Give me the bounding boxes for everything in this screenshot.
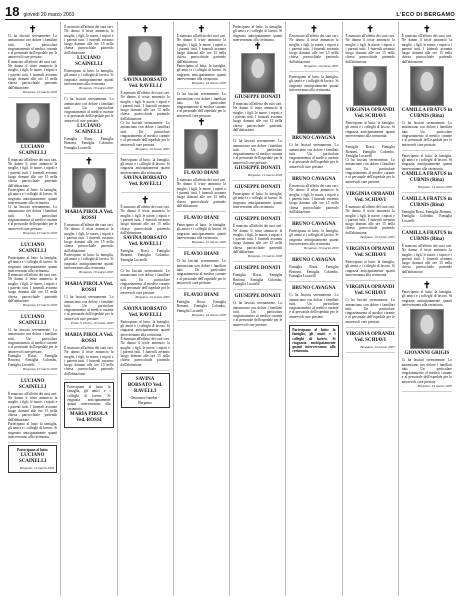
notice-text: Famiglia Rossi, Famiglia Bonomi, Famiglia Colombo, Famiglia Locatelli bbox=[345, 145, 395, 158]
obituary-notice bbox=[402, 278, 452, 392]
notice-text: È mancato all'affetto dei suoi cari. Ne danno il triste annuncio la moglie, i figli, le nuore, i nipoti e i parenti tutti. I funerali avranno luogo domani alle ore 15 nella chiesa parrocchiale partendo dall'abitazione. bbox=[345, 34, 395, 64]
obituary-notice bbox=[233, 22, 282, 136]
deceased-name: GIUSEPPE DONATI bbox=[234, 166, 281, 172]
obituary-notice bbox=[177, 248, 226, 289]
notice-place-date: Bergamo, 19 marzo 2003 bbox=[360, 344, 395, 349]
notice-place-date: Bergamo, 19 marzo 2003 bbox=[135, 294, 170, 299]
notice-text: Ci ha lasciati serenamente. Lo annunciano con dolore i familiari tutti. Un particolare ringraziamento al medico curante e al personale dell'ospedale per le amorevoli cure prestate. bbox=[401, 121, 452, 147]
notice-text: Famiglia Rossi, Famiglia Bonomi, Famiglia Colombo, Famiglia Locatelli bbox=[120, 249, 170, 262]
cross-icon: ✝ bbox=[197, 117, 206, 128]
notice-text: Partecipano al lutto: la famiglia, gli amici e i colleghi di lavoro. Si ringrazia anticipatamente quanti interverranno alla cerimonia. bbox=[289, 229, 339, 247]
notice-text: Famiglia Rossi, Famiglia Bonomi, Famiglia Colombo, Famiglia Locatelli bbox=[401, 210, 452, 223]
notice-text: È mancato all'affetto dei suoi cari. Ne danno il triste annuncio la moglie, i figli, le nuore, i nipoti e i parenti tutti. I funerali avranno luogo domani alle ore 15 nella chiesa parrocchiale partendo dall'abitazione. bbox=[64, 222, 114, 253]
deceased-name: LUCIANO SCAINELLI bbox=[18, 315, 47, 327]
notice-text: È mancato all'affetto dei suoi cari. Ne danno il triste annuncio la moglie, i figli, le nuore, i nipoti e i parenti tutti. I funerali avranno luogo domani alle ore 15 nella chiesa parrocchiale partendo dall'abitazione. bbox=[176, 178, 226, 208]
notice-text: È mancato all'affetto dei suoi cari. Ne danno il triste annuncio la moglie, i figli, le nuore, i nipoti e i parenti tutti. I funerali avranno luogo domani alle ore 15 nella chiesa parrocchiale partendo dall'abitazione. bbox=[120, 205, 170, 235]
notice-text: Partecipano al lutto: la famiglia, gli amici e i colleghi di lavoro. Si ringrazia anticipatamente quanti interverranno alla cerimonia. bbox=[67, 385, 111, 411]
notice-place-date: Bergamo, 19 marzo 2003 bbox=[304, 64, 339, 69]
notice-text: Partecipano al lutto: la famiglia, gli amici e i colleghi di lavoro. Si ringrazia anticipatamente quanti interverranno alla cerimonia. bbox=[120, 157, 170, 175]
notice-text: Partecipano al lutto: la famiglia, gli amici e i colleghi di lavoro. Si ringrazia anticipatamente quanti interverranno alla cerimonia. bbox=[176, 64, 226, 81]
deceased-photo bbox=[16, 103, 50, 143]
notice-text: Ci ha lasciati serenamente. Lo annunciano con dolore i familiari tutti. Un particolare ringraziamento al medico curante e al personale dell'ospedale per le amorevoli cure prestate. bbox=[289, 293, 339, 319]
newspaper-title: L'ECO DI BERGAMO bbox=[396, 12, 455, 18]
obituary-notice bbox=[121, 193, 170, 266]
notice-place-date: Bergamo, 19 marzo 2003 bbox=[247, 254, 283, 259]
notice-text: Partecipano al lutto: la famiglia, gli amici e i colleghi di lavoro. Si ringrazia anticipatamente quanti interverranno alla cerimonia. bbox=[345, 121, 395, 138]
obituary-notice bbox=[289, 218, 338, 254]
obituary-notice bbox=[233, 262, 282, 290]
notice-text: È mancato all'affetto dei suoi cari. Ne danno il triste annuncio la moglie, i figli, le nuore, i nipoti e i parenti tutti. I funerali avranno luogo domani alle ore 15 nella chiesa parrocchiale partendo dall'abitazione. bbox=[120, 336, 170, 367]
deceased-photo bbox=[297, 94, 331, 134]
deceased-name: BRUNO CAVAGNA bbox=[292, 222, 336, 228]
obituary-notice bbox=[289, 22, 338, 72]
deceased-name: VIRGINIA OPRANDI Ved. SCHIAVI bbox=[345, 331, 395, 343]
notice-text: Partecipano al lutto: la famiglia, gli amici e i colleghi di lavoro. Si ringrazia anticipatamente quanti interverranno alla cerimonia. bbox=[401, 153, 452, 171]
notice-text: È mancato all'affetto dei suoi cari. Ne danno il triste annuncio la moglie, i figli, le nuore, i nipoti e i parenti tutti. I funerali avranno luogo domani alle ore 15 nella chiesa parrocchiale partendo dall'abitazione. bbox=[233, 224, 283, 255]
deceased-name: SAVINA BORSATO Ved. RAVELLI bbox=[123, 306, 167, 318]
notice-text: È mancato all'affetto dei suoi cari. Ne danno il triste annuncio la moglie, i figli, le nuore, i nipoti e i parenti tutti. I funerali avranno luogo domani alle ore 15 nella chiesa parrocchiale partendo dall'abitazione. bbox=[289, 184, 339, 214]
deceased-name: SAVINA BORSATO Ved. RAVELLI bbox=[123, 176, 167, 188]
notice-place-date: Bergamo, 19 marzo 2003 bbox=[304, 246, 339, 251]
deceased-name: LUCIANO SCAINELLI bbox=[18, 242, 47, 254]
obituary-columns bbox=[5, 22, 455, 596]
deceased-name: LUCIANO SCAINELLI bbox=[18, 378, 47, 390]
column-6 bbox=[286, 22, 342, 596]
obituary-notice bbox=[289, 72, 338, 173]
deceased-name: VIRGINIA OPRANDI Ved. SCHIAVI bbox=[345, 247, 395, 259]
notice-text: Ci ha lasciati serenamente. Lo annunciano con dolore i familiari tutti. Un particolare ringraziamento al medico curante e al personale dell'ospedale per le amorevoli cure prestate. bbox=[345, 158, 395, 184]
notice-text: Partecipano al lutto: la famiglia, gli amici e i colleghi di lavoro. Si ringrazia anticipatamente quanti interverranno alla cerimonia. bbox=[401, 290, 452, 307]
obituary-notice bbox=[64, 154, 113, 278]
boxed-notice bbox=[289, 325, 338, 357]
notice-place-date: Bergamo, 19 marzo 2003 bbox=[22, 230, 58, 235]
boxed-notice bbox=[8, 445, 57, 473]
notice-text: Partecipano al lutto: la famiglia, gli amici e i colleghi di lavoro. Si ringrazia anticipatamente quanti interverranno alla cerimonia. bbox=[8, 421, 58, 439]
deceased-photo bbox=[184, 129, 218, 169]
deceased-name: SAVINA BORSATO Ved. RAVELLI bbox=[123, 78, 167, 89]
notice-place-date: Bergamo, 19 marzo 2003 bbox=[417, 185, 452, 190]
obituary-notice bbox=[402, 22, 452, 151]
deceased-photo bbox=[128, 36, 162, 76]
notice-place-date: Bergamo, 19 marzo 2003 bbox=[79, 86, 114, 91]
notice-text: È mancato all'affetto dei suoi cari. Ne danno il triste annuncio la moglie, i figli, le nuore, i nipoti e i parenti tutti. I funerali avranno luogo domani alle ore 15 nella chiesa parrocchiale partendo dall'abitazione. bbox=[8, 391, 58, 422]
deceased-name: VIRGINIA OPRANDI Ved. SCHIAVI bbox=[345, 108, 395, 120]
deceased-name: CAMILLA FRATUS in CURNIS (Rina) bbox=[401, 230, 452, 242]
notice-text: Ci ha lasciati serenamente. Lo annunciano con dolore i familiari tutti. Un particolare ringraziamento al medico curante e al personale dell'ospedale per le amorevoli cure prestate. bbox=[8, 328, 58, 354]
notice-text: Partecipano al lutto: la famiglia, gli amici e i colleghi di lavoro. Si ringrazia anticipatamente quanti interverranno alla cerimonia. bbox=[176, 223, 226, 241]
obituary-notice bbox=[402, 227, 452, 278]
deceased-name: LUCIANO SCAINELLI bbox=[18, 453, 47, 465]
deceased-name: FLAVIO DIANI bbox=[183, 252, 219, 258]
obituary-notice bbox=[289, 173, 338, 218]
notice-place-date: Bergamo, 19 marzo 2003 bbox=[191, 240, 226, 245]
obituary-notice bbox=[346, 142, 395, 188]
obituary-notice bbox=[289, 254, 338, 282]
deceased-name: FLAVIO DIANI bbox=[183, 216, 219, 222]
obituary-notice bbox=[121, 155, 170, 193]
column-3 bbox=[118, 22, 174, 596]
obituary-notice bbox=[346, 243, 395, 281]
deceased-name: MARIA PIROLA Ved. ROSSI bbox=[69, 411, 108, 423]
obituary-notice bbox=[64, 94, 113, 154]
notice-text: È mancato all'affetto dei suoi cari. Ne danno il triste annuncio la moglie, i figli, le nuore, i nipoti e i parenti tutti. I funerali avranno luogo domani alle ore 15 nella chiesa parrocchiale partendo dall'abitazione. bbox=[64, 25, 114, 55]
deceased-name: GIUSEPPE DONATI bbox=[234, 266, 281, 272]
obituary-notice bbox=[121, 266, 170, 303]
cross-icon: ✝ bbox=[423, 24, 431, 34]
obituary-notice bbox=[121, 303, 170, 371]
cross-icon: ✝ bbox=[141, 195, 149, 206]
notice-text: Ci ha lasciati serenamente. Lo annunciano con dolore i familiari tutti. Un particolare ringraziamento al medico curante e al personale dell'ospedale per le amorevoli cure prestate. bbox=[176, 259, 226, 285]
obituary-notice bbox=[121, 22, 170, 155]
notice-text: È mancato all'affetto dei suoi cari. Ne danno il triste annuncio la moglie, i figli, le nuore, i nipoti e i parenti tutti. I funerali avranno luogo domani alle ore 15 nella chiesa parrocchiale partendo dall'abitazione. bbox=[120, 91, 170, 121]
deceased-name: MARIA PIROLA Ved. ROSSI bbox=[64, 282, 113, 294]
notice-text: Partecipano al lutto: la famiglia, gli amici e i colleghi di lavoro. Si ringrazia anticipatamente quanti interverranno alla cerimonia. bbox=[8, 255, 58, 273]
obituary-notice bbox=[64, 22, 113, 94]
obituary-notice bbox=[233, 136, 282, 181]
notice-place-date: Bergamo, 19 marzo 2003 bbox=[19, 466, 55, 471]
notice-place-date: Bergamo, 19 marzo 2003 bbox=[22, 303, 58, 308]
obituary-notice bbox=[177, 212, 226, 248]
deceased-name: FLAVIO DIANI bbox=[183, 293, 219, 299]
notice-text: È mancato all'affetto dei suoi cari. Ne danno il triste annuncio la moglie, i figli, le nuore, i nipoti e i parenti tutti. I funerali avranno luogo domani alle ore 15 nella chiesa parrocchiale partendo dall'abitazione. bbox=[401, 34, 452, 64]
obituary-notice bbox=[402, 193, 452, 227]
obituary-notice bbox=[346, 281, 395, 328]
notice-text: Famiglia Rossi, Famiglia Bonomi, Famiglia Colombo, Famiglia Locatelli bbox=[289, 265, 339, 278]
deceased-photo bbox=[241, 53, 275, 93]
cross-icon: ✝ bbox=[197, 24, 206, 34]
boxed-notice bbox=[64, 382, 113, 428]
deceased-name: GIUSEPPE DONATI bbox=[234, 95, 281, 101]
deceased-name: FLAVIO DIANI bbox=[183, 171, 219, 177]
notice-text: Ci ha lasciati serenamente. Lo annunciano con dolore i familiari tutti. Un particolare ringraziamento al medico curante e al personale dell'ospedale per le amorevoli cure prestate. bbox=[64, 295, 114, 321]
boxed-notice bbox=[121, 373, 170, 408]
notice-place-date: Bergamo, 19 marzo 2003 bbox=[360, 235, 395, 240]
deceased-photo bbox=[410, 66, 444, 106]
obituary-notice bbox=[289, 282, 338, 323]
notice-text: Ci ha lasciati serenamente. Lo annunciano con dolore i familiari tutti. Un particolare ringraziamento al medico curante e al personale dell'ospedale per le amorevoli cure prestate. bbox=[8, 34, 58, 60]
deceased-photo bbox=[353, 66, 387, 106]
deceased-name: SAVINA BORSATO Ved. RAVELLI bbox=[127, 377, 163, 395]
notice-text: È mancato all'affetto dei suoi cari. Ne danno il triste annuncio la moglie, i figli, le nuore, i nipoti e i parenti tutti. I funerali avranno luogo domani alle ore 15 nella chiesa parrocchiale partendo dall'abitazione. bbox=[289, 34, 339, 64]
deceased-name: MARIA PIROLA Ved. ROSSI bbox=[64, 209, 113, 221]
deceased-name: BRUNO CAVAGNA bbox=[292, 286, 336, 292]
notice-place-date: Bergamo, 19 marzo 2003 bbox=[22, 366, 58, 371]
cross-icon: ✝ bbox=[423, 280, 431, 291]
notice-text: Partecipano al lutto: la famiglia, gli amici e i colleghi di lavoro. Si ringrazia anticipatamente quanti interverranno alla cerimonia. bbox=[8, 187, 58, 205]
column-2 bbox=[61, 22, 117, 596]
obituary-notice bbox=[8, 239, 57, 311]
deceased-name: VIRGINIA OPRANDI Ved. SCHIAVI bbox=[345, 191, 395, 203]
cross-icon: ✝ bbox=[253, 41, 262, 52]
notice-text: È mancato all'affetto dei suoi cari. Ne danno il triste annuncio la moglie, i figli, le nuore, i nipoti e i parenti tutti. I funerali avranno luogo domani alle ore 15 nella chiesa parrocchiale partendo dall'abitazione. bbox=[8, 59, 58, 90]
deceased-name: CAMILLA FRATUS in CURNIS (Rina) bbox=[401, 108, 452, 120]
obituary-notice bbox=[233, 213, 282, 262]
obituary-notice bbox=[64, 329, 113, 380]
obituary-notice bbox=[233, 181, 282, 213]
notice-text: Ci ha lasciati serenamente. Lo annunciano con dolore i familiari tutti. Un particolare ringraziamento al medico curante e al personale dell'ospedale per le amorevoli cure prestate. bbox=[233, 301, 283, 327]
notice-text: Famiglia Rossi, Famiglia Bonomi, Famiglia Colombo, Famiglia Locatelli bbox=[64, 137, 114, 150]
notice-text: Partecipano al lutto: bbox=[16, 448, 49, 453]
notice-text: Partecipano al lutto: la famiglia, gli amici e i colleghi di lavoro. Si ringrazia anticipatamente quanti interverranno alla cerimonia. bbox=[233, 192, 283, 209]
column-1 bbox=[5, 22, 61, 596]
deceased-name: LUCIANO SCAINELLI bbox=[75, 56, 103, 68]
obituary-notice bbox=[8, 311, 57, 375]
cross-icon: ✝ bbox=[28, 24, 37, 34]
obituary-notice bbox=[346, 22, 395, 142]
obituary-notice bbox=[402, 151, 452, 193]
deceased-name: BRUNO CAVAGNA bbox=[292, 258, 336, 264]
column-4 bbox=[174, 22, 230, 596]
cross-icon: ✝ bbox=[310, 24, 318, 34]
deceased-name: BRUNO CAVAGNA bbox=[292, 177, 336, 183]
column-7 bbox=[343, 22, 399, 596]
deceased-name: BRUNO CAVAGNA bbox=[292, 136, 336, 142]
notice-text: Ci ha lasciati serenamente. Lo annunciano con dolore i familiari tutti. Un particolare ringraziamento al medico curante e al personale dell'ospedale per le amorevoli cure prestate. bbox=[120, 121, 170, 147]
deceased-photo bbox=[72, 168, 106, 208]
notice-text: Famiglia Rossi, Famiglia Bonomi, Famiglia Colombo, Famiglia Locatelli bbox=[176, 300, 226, 313]
cross-icon: ✝ bbox=[85, 155, 93, 166]
notice-text: È mancato all'affetto dei suoi cari. Ne danno il triste annuncio la moglie, i figli, le nuore, i nipoti e i parenti tutti. I funerali avranno luogo domani alle ore 15 nella chiesa parrocchiale partendo dall'abitazione. bbox=[8, 273, 58, 303]
notice-text: È mancato all'affetto dei suoi cari. Ne danno il triste annuncio la moglie, i figli, le nuore, i nipoti e i parenti tutti. I funerali avranno luogo domani alle ore 15 nella chiesa parrocchiale partendo dall'abitazione. bbox=[401, 243, 452, 274]
notice-text: Ci ha lasciati serenamente. Lo annunciano con dolore i familiari tutti. Un particolare ringraziamento al medico curante e al personale dell'ospedale per le amorevoli cure prestate. bbox=[64, 97, 114, 123]
notice-text: È mancato all'affetto dei suoi cari. Ne danno il triste annuncio la moglie, i figli, le nuore, i nipoti e i parenti tutti. I funerali avranno luogo domani alle ore 15 nella chiesa parrocchiale partendo dall'abitazione. bbox=[176, 34, 226, 64]
notice-text: Partecipano al lutto: la famiglia, gli amici e i colleghi di lavoro. Si ringrazia anticipatamente quanti interverranno alla cerimonia. bbox=[64, 253, 114, 270]
cross-icon: ✝ bbox=[141, 24, 149, 34]
deceased-name: CAMILLA FRATUS in CURNIS (Rina) bbox=[401, 172, 452, 184]
notice-text: Partecipano al lutto: la famiglia, gli amici e i colleghi di lavoro. Si ringrazia anticipatamente quanti interverranno alla cerimonia. bbox=[289, 75, 339, 92]
notice-text: Ci ha lasciati serenamente. Lo annunciano con dolore i familiari tutti. Un particolare ringraziamento al medico curante e al personale dell'ospedale per le amorevoli cure prestate. bbox=[8, 205, 58, 231]
cross-icon: ✝ bbox=[366, 24, 374, 34]
notice-place-date: Bergamo, 19 marzo 2003 bbox=[191, 81, 226, 86]
deceased-name: CAMILLA FRATUS in CURNIS (Rina) bbox=[401, 197, 452, 209]
notice-text: Ci ha lasciati serenamente. Lo annunciano con dolore i familiari tutti. Un particolare ringraziamento al medico curante e al personale dell'ospedale per le amorevoli cure prestate. bbox=[345, 298, 395, 324]
deceased-name: GIOVANNI GRIGIS bbox=[404, 351, 450, 357]
obituary-notice bbox=[8, 98, 57, 239]
obituary-notice bbox=[8, 375, 57, 443]
notice-place-date: Bergamo, 19 marzo 2003 bbox=[135, 146, 170, 151]
deceased-name: LUCIANO SCAINELLI bbox=[75, 124, 103, 136]
notice-place-date: Ponte S. Pietro, 19 marzo 2003 bbox=[70, 320, 114, 325]
notice-text: Partecipano al lutto: la famiglia, gli amici e i colleghi di lavoro. Si ringrazia anticipatamente quanti interverranno alla cerimonia. bbox=[292, 327, 336, 354]
obituary-notice bbox=[346, 328, 395, 353]
deceased-name: GIUSEPPE DONATI bbox=[234, 185, 281, 191]
notice-text: Famiglia Rossi, Famiglia Bonomi, Famiglia Colombo, Famiglia Locatelli bbox=[8, 353, 58, 367]
notice-text: È mancato all'affetto dei suoi cari. Ne danno il triste annuncio la moglie, i figli, le nuore, i nipoti e i parenti tutti. I funerali avranno luogo domani alle ore 15 nella chiesa parrocchiale partendo dall'abitazione. bbox=[345, 204, 395, 235]
notice-text: Partecipano al lutto: la famiglia, gli amici e i colleghi di lavoro. Si ringrazia anticipatamente quanti interverranno alla cerimonia. bbox=[233, 25, 283, 42]
notice-place-date: Bergamo, 19 marzo 2003 bbox=[22, 89, 58, 94]
notice-text: Partecipano al lutto: la famiglia, gli amici e i colleghi di lavoro. Si ringrazia anticipatamente quanti interverranno alla cerimonia. bbox=[64, 69, 114, 86]
obituary-notice bbox=[8, 22, 57, 98]
page-date: giovedì 20 marzo 2003 bbox=[23, 12, 75, 18]
funeral-home: Onoranze funebri - Bergamo bbox=[130, 396, 160, 405]
page-number: 18 bbox=[5, 4, 20, 19]
column-5 bbox=[230, 22, 286, 596]
notice-text: Ci ha lasciati serenamente. Lo annunciano con dolore i familiari tutti. Un particolare ringraziamento al medico curante e al personale dell'ospedale per le amorevoli cure prestate. bbox=[176, 92, 226, 118]
obituary-notice bbox=[177, 22, 226, 89]
deceased-photo bbox=[410, 309, 444, 349]
notice-text: Ci ha lasciati serenamente. Lo annunciano con dolore i familiari tutti. Un particolare ringraziamento al medico curante e al personale dell'ospedale per le amorevoli cure prestate. bbox=[233, 139, 283, 165]
notice-place-date: Bergamo, 19 marzo 2003 bbox=[247, 173, 283, 178]
notice-text: È mancato all'affetto dei suoi cari. Ne danno il triste annuncio la moglie, i figli, le nuore, i nipoti e i parenti tutti. I funerali avranno luogo domani alle ore 15 nella chiesa parrocchiale partendo dall'abitazione. bbox=[8, 157, 58, 188]
notice-text: Ci ha lasciati serenamente. Lo annunciano con dolore i familiari tutti. Un particolare ringraziamento al medico curante e al personale dell'ospedale per le amorevoli cure prestate. bbox=[289, 143, 339, 169]
notice-text: Ci ha lasciati serenamente. Lo annunciano con dolore i familiari tutti. Un particolare ringraziamento al medico curante e al personale dell'ospedale per le amorevoli cure prestate. bbox=[401, 358, 452, 384]
obituary-notice bbox=[346, 188, 395, 243]
notice-text: È mancato all'affetto dei suoi cari. Ne danno il triste annuncio la moglie, i figli, le nuore, i nipoti e i parenti tutti. I funerali avranno luogo domani alle ore 15 nella chiesa parrocchiale partendo dall'abitazione. bbox=[233, 102, 283, 132]
notice-text: Ci ha lasciati serenamente. Lo annunciano con dolore i familiari tutti. Un particolare ringraziamento al medico curante e al personale dell'ospedale per le amorevoli cure prestate. bbox=[120, 269, 170, 295]
deceased-name: GIUSEPPE DONATI bbox=[234, 294, 281, 300]
deceased-name: VIRGINIA OPRANDI Ved. SCHIAVI bbox=[345, 285, 395, 297]
notice-text: Famiglia Rossi, Famiglia Bonomi, Famiglia Colombo, Famiglia Locatelli bbox=[233, 273, 283, 286]
notice-place-date: Bergamo, 19 marzo 2003 bbox=[79, 270, 114, 275]
notice-text: Partecipano al lutto: la famiglia, gli amici e i colleghi di lavoro. Si ringrazia anticipatamente quanti interverranno alla cerimonia. bbox=[345, 260, 395, 277]
deceased-name: SAVINA BORSATO Ved. RAVELLI bbox=[123, 236, 167, 248]
deceased-name: LUCIANO SCAINELLI bbox=[18, 144, 47, 156]
notice-text: È mancato all'affetto dei suoi cari. Ne danno il triste annuncio la moglie, i figli, le nuore, i nipoti e i parenti tutti. I funerali avranno luogo domani alle ore 15 nella chiesa parrocchiale partendo dall'abitazione. bbox=[64, 345, 114, 376]
obituary-notice bbox=[64, 278, 113, 329]
deceased-name: MARIA PIROLA Ved. ROSSI bbox=[64, 332, 113, 344]
obituary-notice bbox=[233, 290, 282, 331]
notice-place-date: Bergamo, 19 marzo 2003 bbox=[417, 383, 452, 388]
notice-text: Partecipano al lutto: la famiglia, gli amici e i colleghi di lavoro. Si ringrazia anticipatamente quanti interverranno alla cerimonia. bbox=[120, 319, 170, 337]
obituary-notice bbox=[177, 289, 226, 321]
notice-place-date: Bergamo, 19 marzo 2003 bbox=[191, 312, 226, 317]
page-header bbox=[5, 4, 455, 20]
column-8 bbox=[399, 22, 455, 596]
obituary-notice bbox=[177, 89, 226, 212]
deceased-name: GIUSEPPE DONATI bbox=[234, 217, 281, 223]
